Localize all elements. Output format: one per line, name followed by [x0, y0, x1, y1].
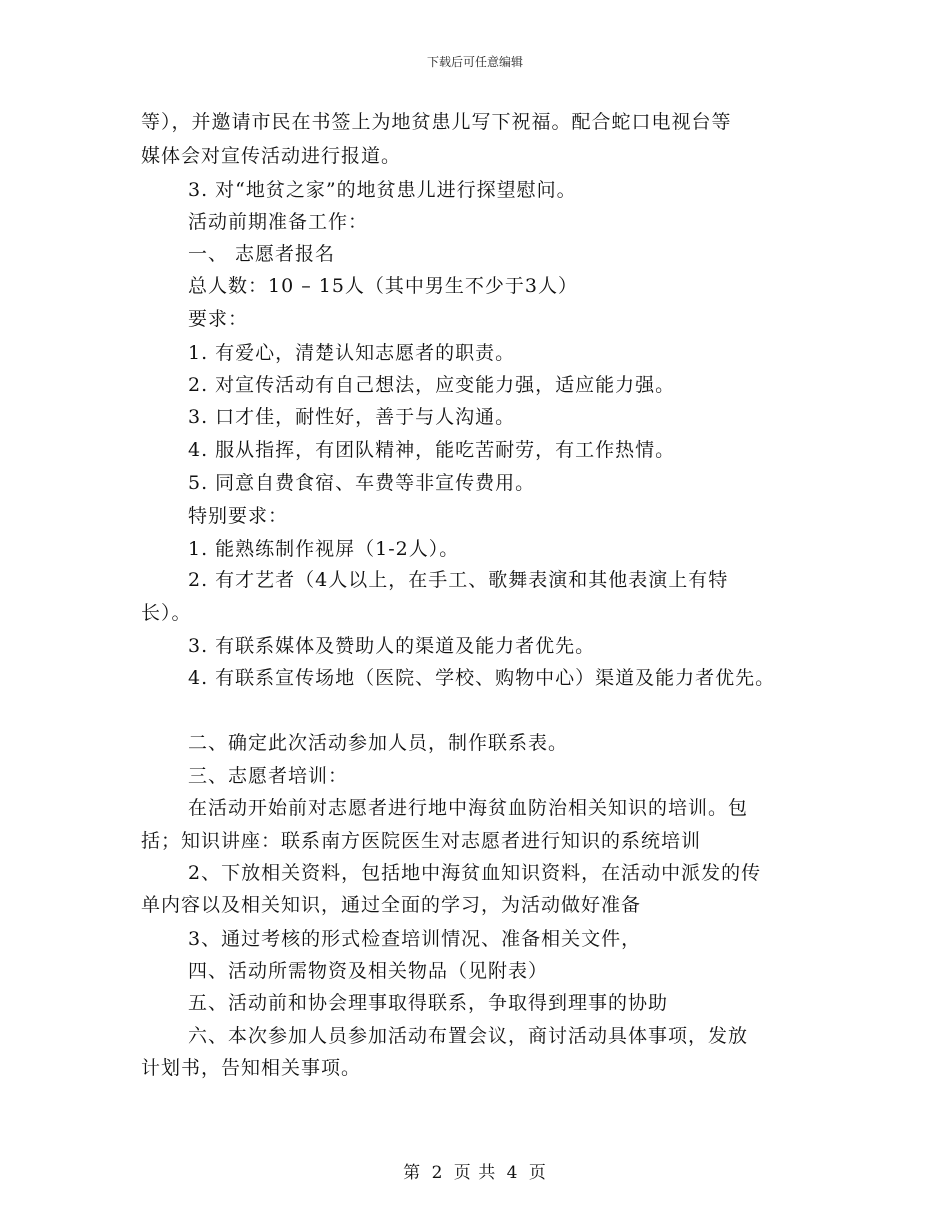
- section-heading: 三、志愿者培训：: [188, 765, 349, 787]
- paragraph-line: 3、通过考核的形式检查培训情况、准备相关文件，: [188, 928, 642, 950]
- page-footer: [0, 1158, 950, 1183]
- list-item: 1. 有爱心，清楚认知志愿者的职责。: [188, 342, 516, 364]
- header-title: 下载后可任意编辑: [426, 55, 523, 69]
- paragraph-line: 3. 对“地贫之家”的地贫患儿进行探望慰问。: [188, 179, 577, 201]
- section-heading: 一、 志愿者报名: [188, 243, 336, 265]
- list-item: 4. 有联系宣传场地（医院、学校、购物中心）渠道及能力者优先。: [188, 667, 776, 689]
- total-pages: 4: [506, 1163, 519, 1183]
- paragraph-line: 在活动开始前对志愿者进行地中海贫血防治相关知识的培训。包: [188, 797, 749, 819]
- list-item: 2. 对宣传活动有自己想法，应变能力强，适应能力强。: [188, 374, 676, 396]
- paragraph-line: 计划书，告知相关事项。: [141, 1057, 362, 1079]
- paragraph-line: 要求：: [188, 308, 249, 330]
- list-item: 2. 有才艺者（4人以上，在手工、歌舞表演和其他表演上有特: [188, 569, 729, 591]
- footer-suffix: 页: [528, 1163, 547, 1183]
- list-item: 3. 有联系媒体及赞助人的渠道及能力者优先。: [188, 635, 596, 657]
- page-header: [0, 53, 950, 70]
- list-item: 3. 口才佳，耐性好，善于与人沟通。: [188, 406, 516, 428]
- paragraph-line: 特别要求：: [188, 505, 289, 527]
- paragraph-line: 2、下放相关资料，包括地中海贫血知识资料，在活动中派发的传: [188, 862, 762, 884]
- list-item: 1. 能熟练制作视屏（1-2人）。: [188, 538, 460, 560]
- section-heading: 四、活动所需物资及相关物品（见附表）: [188, 960, 549, 982]
- footer-prefix: 第: [403, 1163, 422, 1183]
- paragraph-line: 等），并邀请市民在书签上为地贫患儿写下祝福。配合蛇口电视台等: [141, 111, 732, 133]
- footer-mid: 页 共: [453, 1163, 497, 1183]
- paragraph-line: 括；知识讲座：联系南方医院医生对志愿者进行知识的系统培训: [141, 830, 702, 852]
- list-item: 5. 同意自费食宿、车费等非宣传费用。: [188, 472, 536, 494]
- section-heading: 五、活动前和协会理事取得联系，争取得到理事的协助: [188, 992, 669, 1014]
- paragraph-line: 活动前期准备工作：: [188, 211, 369, 233]
- section-heading: 二、确定此次活动参加人员，制作联系表。: [188, 732, 569, 754]
- section-heading: 六、本次参加人员参加活动布置会议，商讨活动具体事项，发放: [188, 1025, 749, 1047]
- paragraph-line: 长）。: [141, 602, 192, 624]
- paragraph-line: 单内容以及相关知识，通过全面的学习，为活动做好准备: [141, 894, 642, 916]
- paragraph-line: 媒体会对宣传活动进行报道。: [141, 145, 402, 167]
- list-item: 4. 服从指挥，有团队精神，能吃苦耐劳，有工作热情。: [188, 439, 676, 461]
- paragraph-line: 总人数：10 – 15人（其中男生不少于3人）: [188, 275, 579, 297]
- page-number: 2: [431, 1163, 444, 1183]
